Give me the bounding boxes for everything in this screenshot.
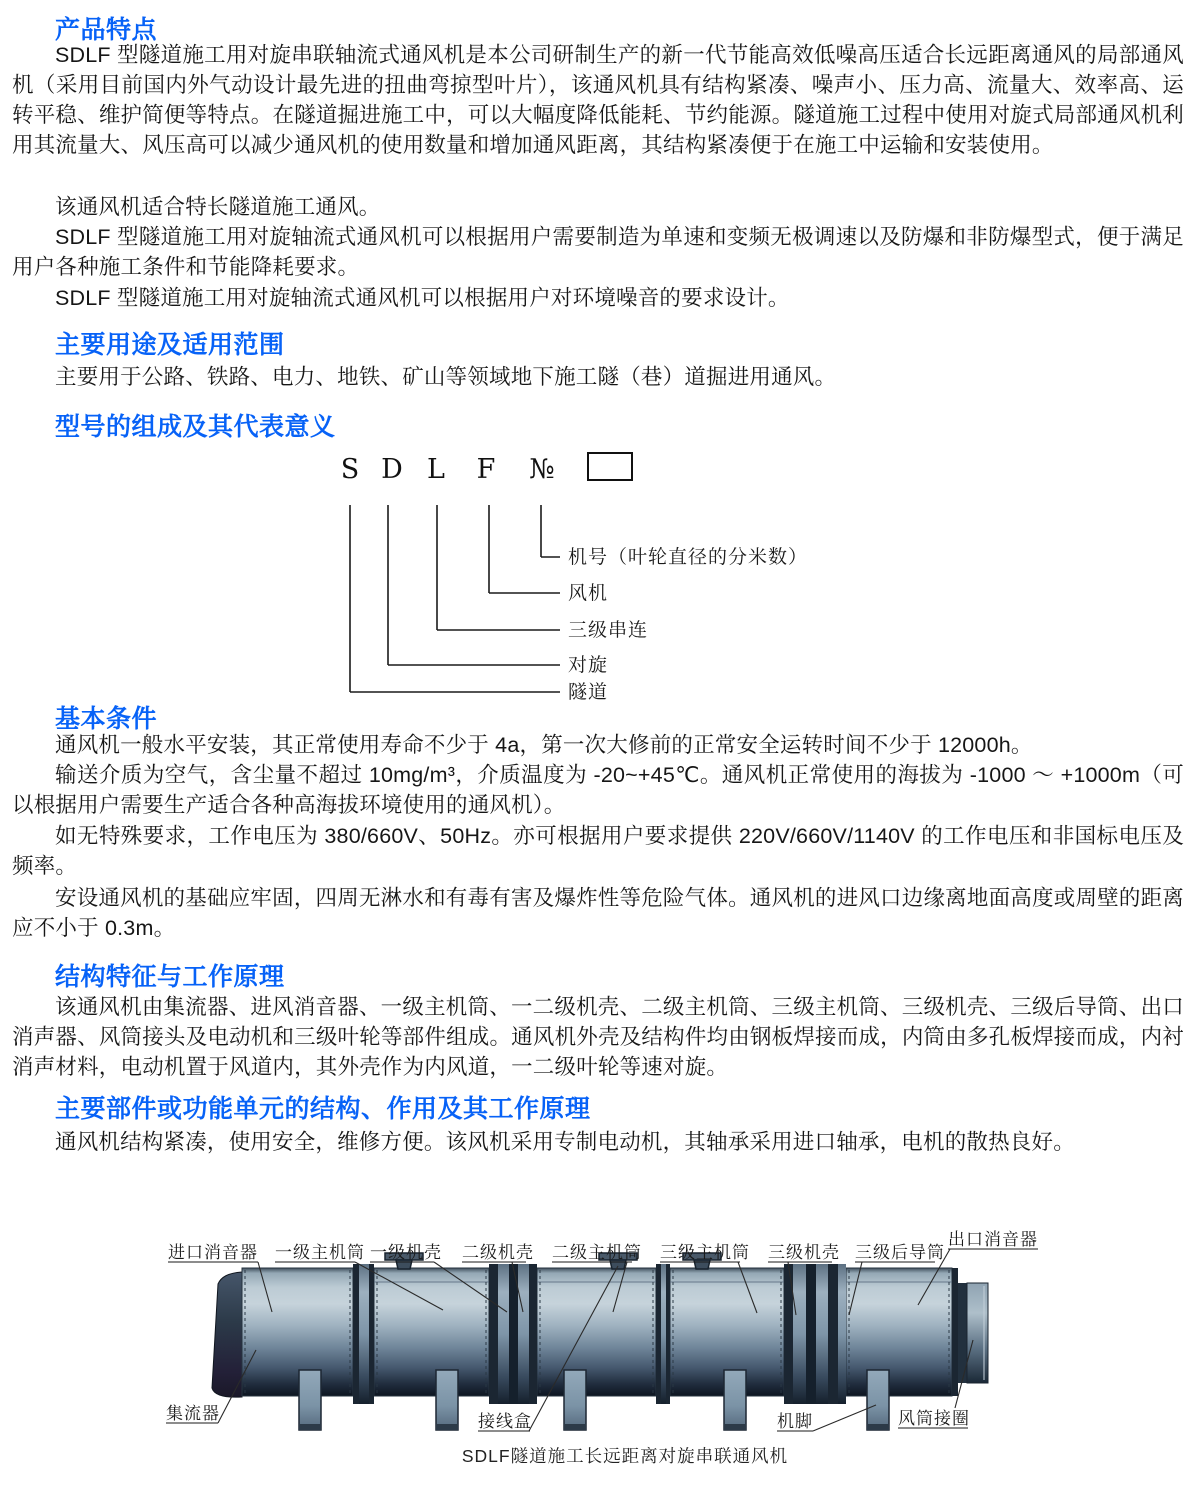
fan-label-stage1-cylinder: 一级主机筒 [275,1243,365,1262]
features-paragraph-3: SDLF 型隧道施工用对旋轴流式通风机可以根据用户需要制造为单速和变频无极调速以及防爆和非防爆型式，便于满足用户各种施工条件和节能降耗要求。 [12,225,1184,279]
basics-paragraph-2: 输送介质为空气，含尘量不超过 10mg/m³，介质温度为 -20~+45℃。通风机正常使用的海拔为 -1000 ～ +1000m（可以根据用户需要生产适合各种高海拔环境使用的通风机）。 [12,763,1184,817]
fan-label-stage2-casing: 二级机壳 [462,1243,534,1262]
features-paragraph-4: SDLF 型隧道施工用对旋轴流式通风机可以根据用户对环境噪音的要求设计。 [55,286,790,310]
section-heading-components: 主要部件或功能单元的结构、作用及其工作原理 [55,1095,591,1123]
fan-bell-mouth [212,1272,242,1397]
fan-label-stage1-casing: 一级机壳 [370,1243,442,1262]
fan-foot [564,1370,586,1430]
fan-foot [867,1370,889,1430]
fan-foot [724,1370,746,1430]
fan-duct-ring [952,1268,988,1396]
section-heading-features: 产品特点 [55,16,158,44]
model-label-fan: 风机 [568,583,609,604]
fan-foot [299,1370,321,1430]
components-paragraph-1: 通风机结构紧凑，使用安全，维修方便。该风机采用专制电动机，其轴承采用进口轴承，电机的散热良好。 [55,1130,1075,1154]
model-code-letter-no: № [529,454,555,485]
model-code-letter-l: L [427,454,445,485]
fan-segment-stage2 [537,1268,656,1396]
section-heading-model: 型号的组成及其代表意义 [55,413,336,441]
basics-paragraph-3: 如无特殊要求，工作电压为 380/660V、50Hz。亦可根据用户要求提供 220V/660V/1140V 的工作电压和非国标电压及频率。 [12,824,1184,878]
fan-foot [436,1370,458,1430]
fan-ring-stage12-casing [489,1264,537,1404]
fan-ring-1 [353,1264,374,1404]
model-code-letter-f: F [476,454,496,485]
fan-label-stage3-casing: 三级机壳 [768,1243,840,1262]
features-paragraph-2: 该通风机适合特长隧道施工通风。 [55,195,381,219]
model-number-box [588,453,632,480]
fan-label-stage3-guide: 三级后导筒 [855,1243,945,1262]
fan-diagram-caption: SDLF隧道施工长远距离对旋串联通风机 [461,1446,789,1466]
fan-segment-inlet-silencer [242,1268,353,1396]
section-heading-structure: 结构特征与工作原理 [55,963,285,991]
model-code-letter-d: D [381,454,403,485]
model-label-contra-rotating: 对旋 [568,655,609,676]
model-connector-lines [350,505,560,692]
model-code-diagram [0,440,1200,704]
section-heading-basics: 基本条件 [55,705,158,733]
features-paragraph-1: SDLF 型隧道施工用对旋串联轴流式通风机是本公司研制生产的新一代节能高效低噪高压适合长远距离通风的局部通风机（采用目前国内外气动设计最先进的扭曲弯掠型叶片），该通风机具有结构紧凑、噪声小、压力高、流量大、效率高、运转平稳、维护简便等特点。在隧道掘进施工中，可以大幅度降低能耗、节约能源。隧道施工过程中使用对旋式局部通风机利用其流量大、风压高可以减少通风机的使用数量和增加通风距离，其结构紧凑便于在施工中运输和安装使用。 [12,43,1184,157]
structure-paragraph-1: 该通风机由集流器、进风消音器、一级主机筒、一二级机壳、二级主机筒、三级主机筒、三级机壳、三级后导筒、出口消声器、风筒接头及电动机和三级叶轮等部件组成。通风机外壳及结构件均由钢板焊接而成，内筒由多孔板焊接而成，内衬消声材料，电动机置于风道内，其外壳作为内风道，一二级叶轮等速对旋。 [12,995,1184,1079]
model-label-tunnel: 隧道 [568,682,609,703]
basics-paragraph-4: 安设通风机的基础应牢固，四周无淋水和有毒有害及爆炸性等危险气体。通风机的进风口边缘离地面高度或周壁的距离应不小于 0.3m。 [12,886,1184,940]
fan-label-foot: 机脚 [777,1412,813,1431]
fan-label-outlet-silencer: 出口消音器 [948,1230,1038,1249]
fan-ring-2 [656,1264,670,1404]
basics-paragraph-1: 通风机一般水平安装，其正常使用寿命不少于 4a，第一次大修前的正常安全运转时间不少于 12000h。 [55,733,1033,757]
fan-label-stage3-cylinder: 三级主机筒 [660,1243,750,1262]
usage-paragraph-1: 主要用于公路、铁路、电力、地铁、矿山等领域地下施工隧（巷）道掘进用通风。 [55,365,837,389]
fan-label-inlet-silencer: 进口消音器 [168,1243,258,1262]
model-code-letter-s: S [340,454,360,485]
model-label-number: 机号（叶轮直径的分米数） [568,547,809,568]
fan-label-collector: 集流器 [166,1404,220,1423]
fan-label-junction-box: 接线盒 [478,1412,532,1431]
fan-labels-top [168,1230,1038,1262]
fan-ring-stage3-casing [784,1264,846,1404]
fan-assembly-diagram [0,1200,1200,1490]
model-label-three-stage: 三级串连 [568,620,649,641]
fan-label-duct-ring: 风筒接圈 [898,1409,970,1428]
section-heading-usage: 主要用途及适用范围 [55,331,285,359]
fan-segment-outlet-silencer [846,1268,952,1396]
fan-label-stage2-cylinder: 二级主机筒 [552,1243,642,1262]
